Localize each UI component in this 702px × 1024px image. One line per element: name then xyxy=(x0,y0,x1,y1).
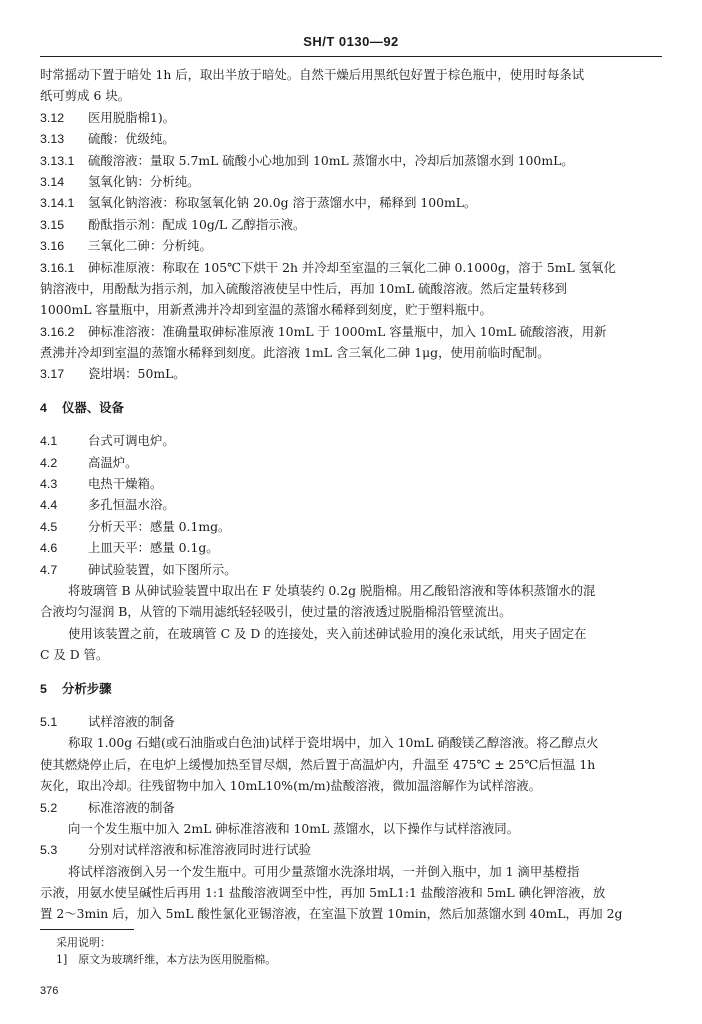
clause-number: 3.16.1 xyxy=(40,260,75,275)
line-text: 氢氧化钠溶液：称取氢氧化钠 20.0g 溶于蒸馏水中，稀释到 100mL。 xyxy=(88,195,477,211)
text-line xyxy=(40,235,660,256)
line-text: 使用该装置之前，在玻璃管 C 及 D 的连接处，夹入前述砷试验用的溴化汞试纸，用夹子固定在 xyxy=(68,625,587,641)
line-text: 标准溶液的制备 xyxy=(88,799,175,815)
text-line xyxy=(40,580,660,601)
text-line xyxy=(40,85,660,106)
section-gap xyxy=(40,385,660,397)
line-text: 瓷坩埚：50mL。 xyxy=(88,366,186,382)
line-text: 电热干燥箱。 xyxy=(88,476,163,492)
clause-number: 4.5 xyxy=(40,519,58,534)
clause-number: 3.12 xyxy=(40,110,65,125)
text-line xyxy=(40,107,660,128)
text-line xyxy=(40,128,660,149)
line-text: C 及 D 管。 xyxy=(40,647,109,663)
text-line xyxy=(40,494,660,515)
page-number: 376 xyxy=(40,985,59,997)
text-line xyxy=(40,903,660,924)
line-text: 1000mL 容量瓶中，用新煮沸并冷却到室温的蒸馏水稀释到刻度，贮于塑料瓶中。 xyxy=(40,302,492,318)
text-line xyxy=(40,797,660,818)
line-text: 纸可剪成 6 块。 xyxy=(40,88,131,104)
clause-number: 3.14.1 xyxy=(40,196,75,211)
line-text: 仪器、设备 xyxy=(62,399,124,415)
line-text: 多孔恒温水浴。 xyxy=(88,497,175,513)
line-text: 称取 1.00g 石蜡(或石油脂或白色油)试样于瓷坩埚中，加入 10mL 硝酸镁乙醇溶液。将乙醇点火 xyxy=(68,735,599,751)
clause-number: 4.6 xyxy=(40,541,58,556)
clause-number: 3.13 xyxy=(40,132,65,147)
line-text: 砷试验装置，如下图所示。 xyxy=(88,561,237,577)
line-text: 试样溶液的制备 xyxy=(88,713,175,729)
clause-number: 4.2 xyxy=(40,455,58,470)
text-line xyxy=(40,818,660,839)
text-line xyxy=(40,64,660,85)
text-line xyxy=(40,711,660,732)
section-gap xyxy=(40,666,660,678)
line-text: 台式可调电炉。 xyxy=(88,433,175,449)
document-body xyxy=(40,64,660,925)
line-text: 使其燃烧停止后，在电炉上缓慢加热至冒尽烟，然后置于高温炉内，升温至 475℃ ± 25℃后恒温 1h xyxy=(40,756,596,772)
line-text: 砷标准溶液：准确量取砷标准原液 10mL 于 1000mL 容量瓶中，加入 10mL 硫酸溶液，用新 xyxy=(88,323,607,339)
text-line xyxy=(40,775,660,796)
document-header: SH/T 0130—92 xyxy=(303,34,399,49)
line-text: 将试样溶液倒入另一个发生瓶中。可用少量蒸馏水洗涤坩埚，一并倒入瓶中，加 1 滴甲基橙指 xyxy=(68,863,580,879)
text-line xyxy=(40,644,660,665)
clause-number: 3.16 xyxy=(40,239,65,254)
clause-number: 4 xyxy=(40,400,47,415)
line-text: 酚酞指示剂：配成 10g/L 乙醇指示液。 xyxy=(88,216,306,232)
line-text: 置 2～3min 后，加入 5mL 酸性氯化亚锡溶液，在室温下放置 10min，然后加蒸馏水到 40mL，再加 2g xyxy=(40,906,623,922)
line-text: 煮沸并冷却到室温的蒸馏水稀释到刻度。此溶液 1mL 含三氧化二砷 1μg，使用前临时配制。 xyxy=(40,345,550,361)
line-text: 砷标准原液：称取在 105℃下烘干 2h 并冷却至室温的三氧化二砷 0.1000g，溶于 5mL 氢氧化 xyxy=(88,259,616,275)
section-gap xyxy=(40,418,660,430)
line-text: 硫酸：优级纯。 xyxy=(88,131,175,147)
text-line xyxy=(40,430,660,451)
line-text: 钠溶液中，用酚酞为指示剂，加入硫酸溶液使呈中性后，再加 10mL 硫酸溶液。然后定量转移到 xyxy=(40,280,567,296)
line-text: 时常摇动下置于暗处 1h 后，取出半放于暗处。自然干燥后用黑纸包好置于棕色瓶中，使用时每条试 xyxy=(40,67,585,82)
text-line xyxy=(40,321,660,342)
clause-number: 3.15 xyxy=(40,217,65,232)
text-line xyxy=(40,537,660,558)
line-text: 分别对试样溶液和标准溶液同时进行试验 xyxy=(88,842,312,858)
text-line xyxy=(40,861,660,882)
line-text: 分析步骤 xyxy=(62,680,112,696)
line-text: 分析天平：感量 0.1mg。 xyxy=(88,518,231,534)
section-gap xyxy=(40,699,660,711)
section-heading xyxy=(40,397,660,418)
text-line xyxy=(40,278,660,299)
text-line xyxy=(40,257,660,278)
text-line xyxy=(40,559,660,580)
line-text: 向一个发生瓶中加入 2mL 砷标准溶液和 10mL 蒸馏水，以下操作与试样溶液同。 xyxy=(68,820,520,836)
text-line xyxy=(40,342,660,363)
header-rule xyxy=(40,56,662,57)
line-text: 硫酸溶液：量取 5.7mL 硫酸小心地加到 10mL 蒸馏水中，冷却后加蒸馏水到 100mL。 xyxy=(88,152,574,168)
footnote-text: 1] 原文为玻璃纤维，本方法为医用脱脂棉。 xyxy=(56,953,277,966)
text-line xyxy=(40,452,660,473)
text-line xyxy=(40,363,660,384)
clause-number: 3.16.2 xyxy=(40,324,75,339)
clause-number: 4.1 xyxy=(40,434,58,449)
text-line xyxy=(40,601,660,622)
line-text: 氢氧化钠：分析纯。 xyxy=(88,173,200,189)
text-line xyxy=(40,623,660,644)
line-text: 将玻璃管 B 从砷试验装置中取出在 F 处填装约 0.2g 脱脂棉。用乙酸铅溶液和等体积蒸馏水的混 xyxy=(68,582,596,598)
text-line xyxy=(40,732,660,753)
text-line xyxy=(40,214,660,235)
footnote-label: 采用说明： xyxy=(56,936,111,949)
line-text: 示液，用氨水使呈碱性后再用 1:1 盐酸溶液调至中性，再加 5mL1:1 盐酸溶液和 5mL 碘化钾溶液，放 xyxy=(40,885,606,901)
text-line xyxy=(40,839,660,860)
text-line xyxy=(40,150,660,171)
footnote-rule xyxy=(40,929,134,930)
clause-number: 5.3 xyxy=(40,843,58,858)
section-heading xyxy=(40,678,660,699)
text-line xyxy=(40,192,660,213)
text-line xyxy=(40,754,660,775)
clause-number: 5.1 xyxy=(40,714,58,729)
text-line xyxy=(40,473,660,494)
line-text: 三氧化二砷：分析纯。 xyxy=(88,238,212,254)
clause-number: 3.17 xyxy=(40,367,65,382)
line-text: 合液均匀湿润 B，从管的下端用滤纸轻轻吸引，使过量的溶液透过脱脂棉沿管壁流出。 xyxy=(40,604,512,620)
clause-number: 5 xyxy=(40,681,47,696)
text-line xyxy=(40,516,660,537)
text-line xyxy=(40,882,660,903)
line-text: 高温炉。 xyxy=(88,454,138,470)
line-text: 灰化，取出冷却。往残留物中加入 10mL10%(m/m)盐酸溶液，微加温溶解作为试样溶液。 xyxy=(40,778,542,794)
line-text: 医用脱脂棉1)。 xyxy=(88,109,176,125)
clause-number: 4.7 xyxy=(40,562,58,577)
clause-number: 4.4 xyxy=(40,498,58,513)
text-line xyxy=(40,299,660,320)
text-line xyxy=(40,171,660,192)
clause-number: 3.13.1 xyxy=(40,153,75,168)
clause-number: 5.2 xyxy=(40,800,58,815)
line-text: 上皿天平：感量 0.1g。 xyxy=(88,540,219,556)
clause-number: 4.3 xyxy=(40,477,58,492)
clause-number: 3.14 xyxy=(40,174,65,189)
